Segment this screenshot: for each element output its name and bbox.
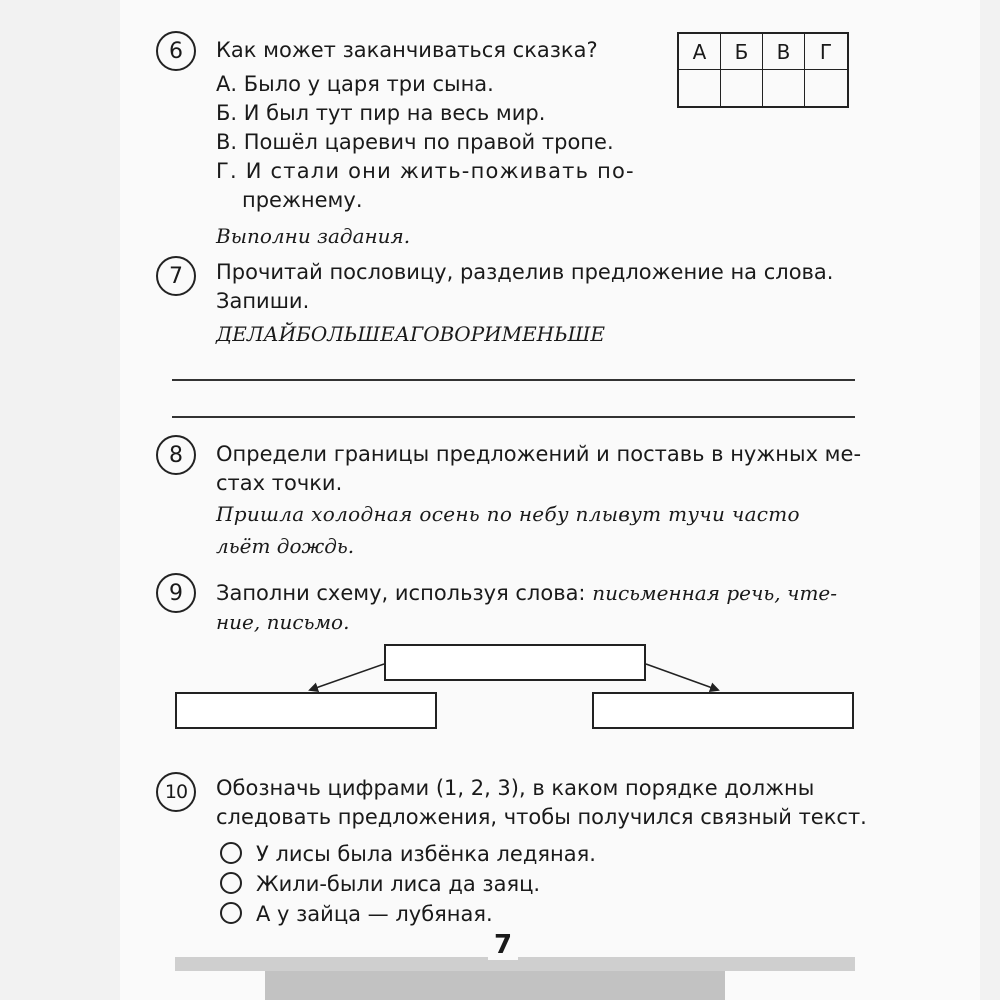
order-circle[interactable] (220, 902, 242, 924)
q7-proverb: ДЕЛАЙБОЛЬШЕАГОВОРИМЕНЬШЕ (216, 322, 606, 346)
q6-option-g: Г. И стали они жить-поживать по- (216, 159, 635, 183)
footer-block (265, 971, 725, 1000)
q9-instruction: Заполни схему, используя слова: (216, 581, 593, 605)
question-number-6: 6 (156, 31, 196, 71)
q6-option-b: Б. И был тут пир на весь мир. (216, 101, 546, 125)
section-instruction: Выполни задания. (216, 224, 411, 248)
q10-line-1: Обозначь цифрами (1, 2, 3), в каком порядке должны (216, 776, 815, 800)
q10-option-1: У лисы была избёнка ледяная. (220, 840, 596, 869)
grid-header-a: А (679, 34, 721, 70)
q6-option-v: В. Пошёл царевич по правой тропе. (216, 130, 614, 154)
order-circle[interactable] (220, 842, 242, 864)
page-number: 7 (488, 930, 518, 960)
q10-option-3: А у зайца — лубяная. (220, 900, 493, 929)
question-number-10: 10 (156, 772, 196, 812)
order-circle[interactable] (220, 872, 242, 894)
grid-header-b: Б (721, 34, 763, 70)
arrow-left (310, 664, 384, 690)
q9-words-part-1: письменная речь, чте- (592, 581, 838, 605)
q10-line-2: следовать предложения, чтобы получился связный текст. (216, 805, 867, 829)
q8-line-2: стах точки. (216, 471, 343, 495)
q9-words-part-2: ние, письмо. (216, 610, 350, 634)
arrow-right (646, 664, 718, 690)
q8-line-1: Определи границы предложений и поставь в нужных ме- (216, 442, 862, 466)
q7-line-1: Прочитай пословицу, разделив предложение на слова. (216, 260, 834, 284)
q8-text-line-2: льёт дождь. (216, 534, 355, 558)
grid-header-v: В (763, 34, 805, 70)
q8-text-line-1: Пришла холодная осень по небу плывут тучи часто (216, 502, 800, 526)
grid-header-g: Г (805, 34, 847, 70)
question-number-7: 7 (156, 256, 196, 296)
q6-option-g-cont: прежнему. (242, 188, 363, 212)
question-number-8: 8 (156, 435, 196, 475)
q7-line-2: Запиши. (216, 289, 310, 313)
question-number-9: 9 (156, 573, 196, 613)
q10-option-2: Жили-были лиса да заяц. (220, 870, 540, 899)
q6-option-a: А. Было у царя три сына. (216, 72, 494, 96)
q6-question: Как может заканчиваться сказка? (216, 38, 598, 62)
